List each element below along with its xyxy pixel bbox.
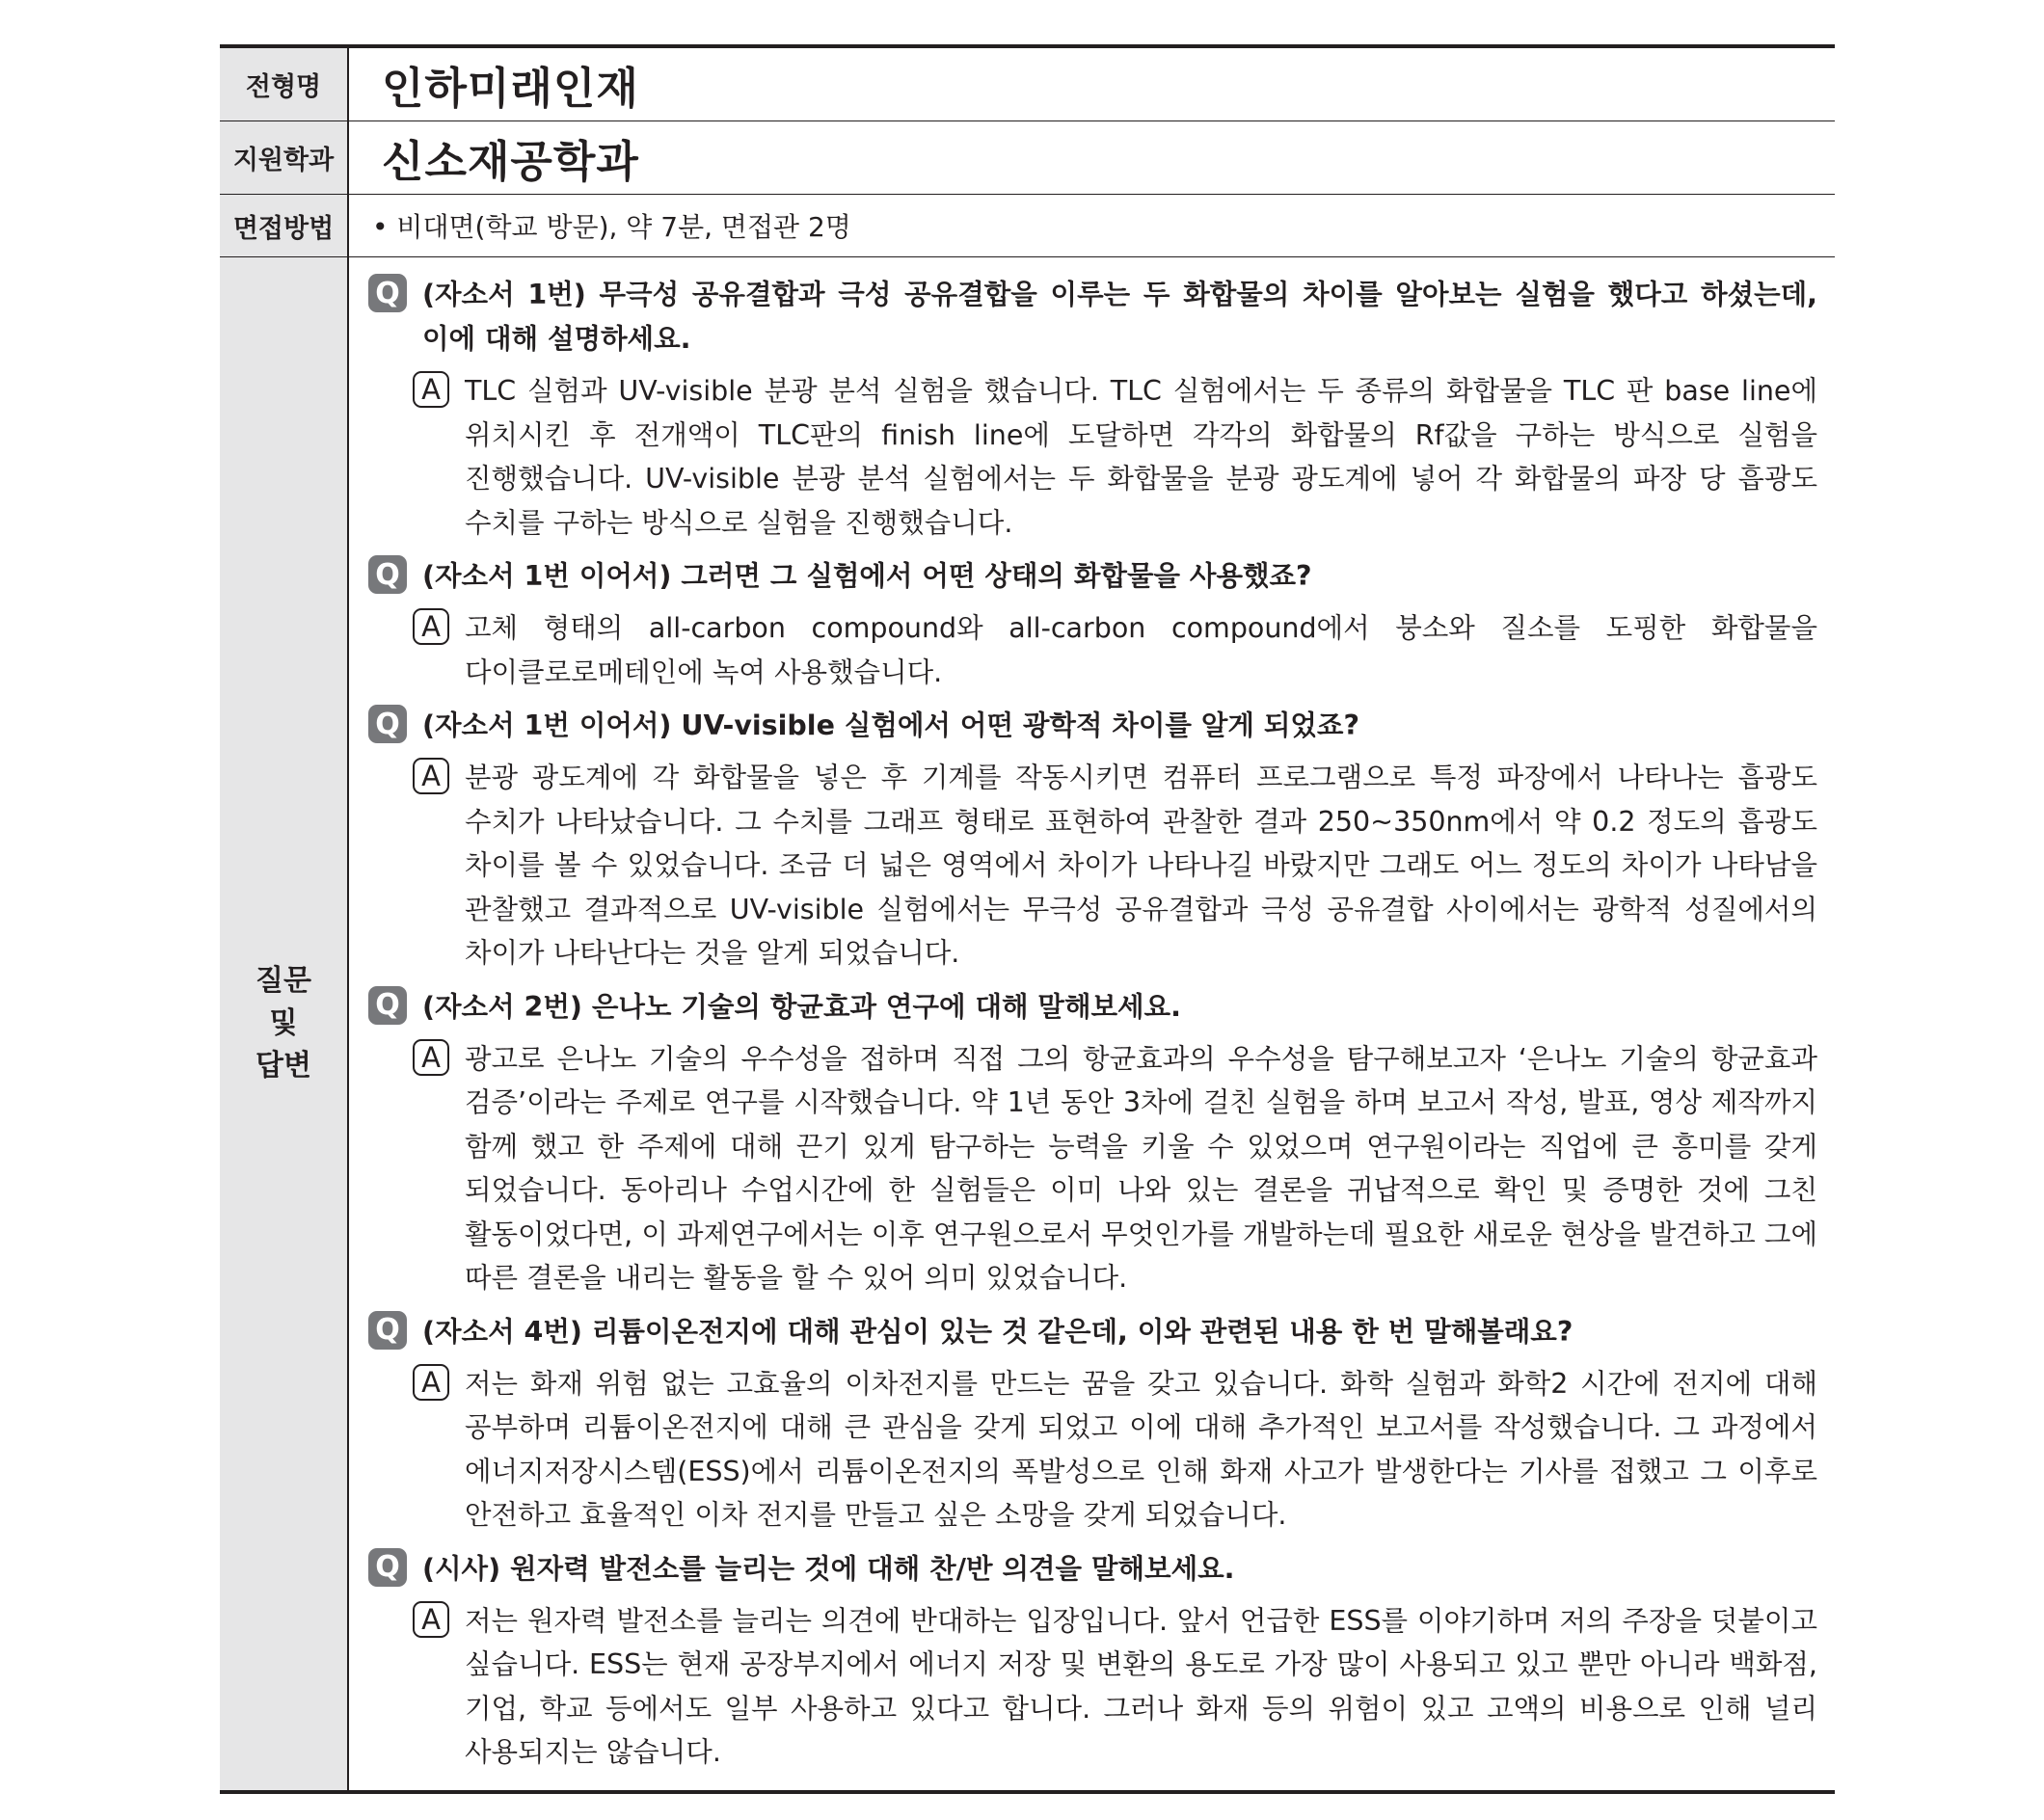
question-4 (368, 985, 1817, 1030)
answer-3 (413, 756, 1817, 976)
answer-5 (413, 1362, 1817, 1538)
interview-method-label: 면접방법 (220, 195, 348, 257)
question-text: (시사) 원자력 발전소를 늘리는 것에 대해 찬/반 의견을 말해보세요. (422, 1552, 1235, 1585)
answer-text: 광고로 은나노 기술의 우수성을 접하며 직접 그의 항균효과의 우수성을 탐구해보고자 ‘은나노 기술의 항균효과 검증’이라는 주제로 연구를 시작했습니다. 약 1년 동안 3차에 걸친 실험을 하며 보고서 작성, 발표, 영상 제작까지 함께 했고 한 주제에 대해 끈기 있게 탐구하는 능력을 키울 수 있었으며 연구원이라는 직업에 큰 흥미를 갖게 되었습니다. 동아리나 수업시간에 한 실험들은 이미 나와 있는 결론을 귀납적으로 확인 및 증명한 것에 그친 활동이었다면, 이 과제연구에서는 이후 연구원으로서 무엇인가를 개발하는데 필요한 새로운 현상을 발견하고 그에 따른 결론을 내리는 활동을 할 수 있어 의미 있었습니다. (465, 1042, 1817, 1294)
answer-badge: A (413, 758, 449, 794)
answer-text: TLC 실험과 UV-visible 분광 분석 실험을 했습니다. TLC 실험에서는 두 종류의 화합물을 TLC 판 base line에 위치시킨 후 전개액이 TLC판의 finish line에 도달하면 각각의 화합물의 Rf값을 구하는 방식으로 실험을 진행했습니다. UV-visible 분광 분석 실험에서는 두 화합물을 분광 광도계에 넣어 각 화합물의 파장 당 흡광도 수치를 구하는 방식으로 실험을 진행했습니다. (465, 375, 1817, 539)
question-badge: Q (368, 274, 407, 312)
row-department (220, 121, 1835, 195)
answer-text: 고체 형태의 all-carbon compound와 all-carbon compound에서 붕소와 질소를 도핑한 화합물을 다이클로로메테인에 녹여 사용했습니다. (465, 612, 1817, 688)
answer-1 (413, 369, 1817, 545)
qa-label (220, 257, 348, 1792)
interview-method-value: • 비대면(학교 방문), 약 7분, 면접관 2명 (348, 195, 1835, 257)
answer-4 (413, 1037, 1817, 1300)
answer-badge: A (413, 1601, 449, 1638)
admission-type-label: 전형명 (220, 46, 348, 121)
question-badge: Q (368, 1311, 407, 1350)
row-interview-method (220, 195, 1835, 257)
question-1 (368, 273, 1817, 361)
answer-badge: A (413, 1364, 449, 1401)
question-2 (368, 554, 1817, 599)
question-6 (368, 1547, 1817, 1592)
question-text: (자소서 4번) 리튬이온전지에 대해 관심이 있는 것 같은데, 이와 관련된 내용 한 번 말해볼래요? (422, 1315, 1573, 1348)
question-text: (자소서 1번 이어서) 그러면 그 실험에서 어떤 상태의 화합물을 사용했죠? (422, 560, 1312, 592)
qa-label-line-2: 및 (269, 1005, 298, 1040)
answer-text: 저는 원자력 발전소를 늘리는 의견에 반대하는 입장입니다. 앞서 언급한 ESS를 이야기하며 저의 주장을 덧붙이고 싶습니다. ESS는 현재 공장부지에서 에너지 저장 및 변환의 용도로 가장 많이 사용되고 있고 뿐만 아니라 백화점, 기업, 학교 등에서도 일부 사용하고 있다고 합니다. 그러나 화재 등의 위험이 있고 고액의 비용으로 인해 널리 사용되지는 않습니다. (465, 1604, 1817, 1768)
qa-content (348, 257, 1835, 1792)
answer-6 (413, 1599, 1817, 1775)
question-badge: Q (368, 705, 407, 743)
row-qa (220, 257, 1835, 1792)
question-text: (자소서 2번) 은나노 기술의 항균효과 연구에 대해 말해보세요. (422, 990, 1181, 1023)
question-3 (368, 704, 1817, 748)
interview-sheet (220, 44, 1835, 1794)
interview-table (220, 44, 1835, 1794)
answer-badge: A (413, 608, 449, 645)
question-5 (368, 1310, 1817, 1354)
question-badge: Q (368, 1548, 407, 1587)
department-label: 지원학과 (220, 121, 348, 195)
department-value: 신소재공학과 (348, 121, 1835, 195)
question-badge: Q (368, 555, 407, 594)
answer-text: 저는 화재 위험 없는 고효율의 이차전지를 만드는 꿈을 갖고 있습니다. 화학 실험과 화학2 시간에 전지에 대해 공부하며 리튬이온전지에 대해 큰 관심을 갖게 되었고 이에 대해 추가적인 보고서를 작성했습니다. 그 과정에서 에너지저장시스템(ESS)에서 리튬이온전지의 폭발성으로 인해 화재 사고가 발생한다는 기사를 접했고 그 이후로 안전하고 효율적인 이차 전지를 만들고 싶은 소망을 갖게 되었습니다. (465, 1367, 1817, 1531)
row-admission-type (220, 46, 1835, 121)
qa-label-line-3: 답변 (256, 1048, 311, 1083)
qa-label-line-1: 질문 (256, 963, 311, 998)
question-text: (자소서 1번 이어서) UV-visible 실험에서 어떤 광학적 차이를 알게 되었죠? (422, 709, 1359, 741)
answer-text: 분광 광도계에 각 화합물을 넣은 후 기계를 작동시키면 컴퓨터 프로그램으로 특정 파장에서 나타나는 흡광도 수치가 나타났습니다. 그 수치를 그래프 형태로 표현하여 관찰한 결과 250~350nm에서 약 0.2 정도의 흡광도 차이를 볼 수 있었습니다. 조금 더 넓은 영역에서 차이가 나타나길 바랐지만 그래도 어느 정도의 차이가 나타남을 관찰했고 결과적으로 UV-visible 실험에서는 무극성 공유결합과 극성 공유결합 사이에서는 광학적 성질에서의 차이가 나타난다는 것을 알게 되었습니다. (465, 762, 1817, 969)
answer-2 (413, 606, 1817, 694)
admission-type-value: 인하미래인재 (348, 46, 1835, 121)
answer-badge: A (413, 371, 449, 408)
question-text: (자소서 1번) 무극성 공유결합과 극성 공유결합을 이루는 두 화합물의 차이를 알아보는 실험을 했다고 하셨는데, 이에 대해 설명하세요. (422, 279, 1817, 355)
question-badge: Q (368, 986, 407, 1025)
answer-badge: A (413, 1039, 449, 1076)
